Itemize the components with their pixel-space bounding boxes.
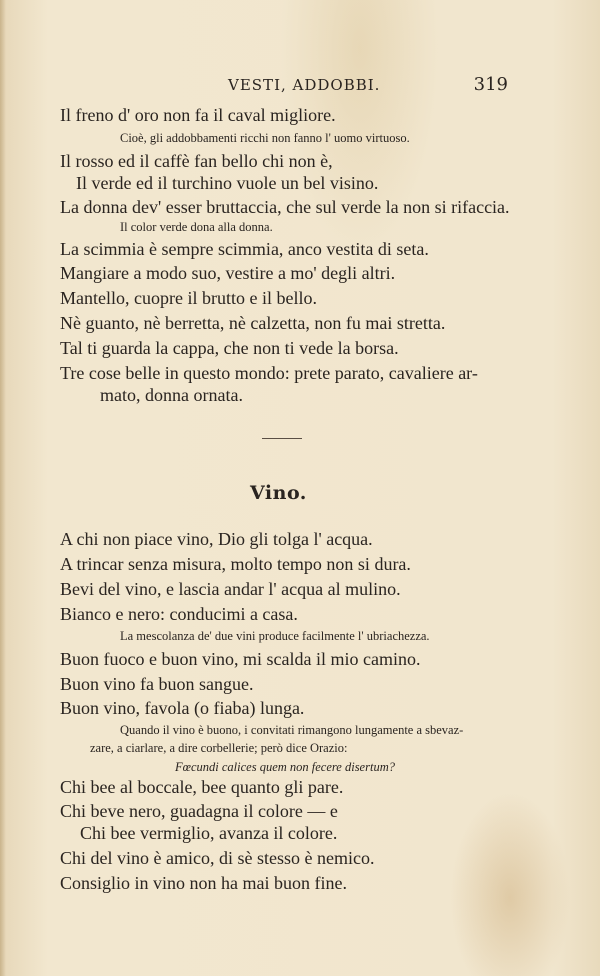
proverb-line: Il rosso ed il caffè fan bello chi non è,: [60, 151, 333, 171]
proverb-line: Buon fuoco e buon vino, mi scalda il mio camino.: [60, 649, 421, 669]
running-header: [60, 76, 508, 100]
proverb-line: Bevi del vino, e lascia andar l' acqua al mulino.: [60, 579, 401, 599]
page-edge: [0, 0, 6, 976]
proverb-line: Tal ti guarda la cappa, che non ti vede la borsa.: [60, 338, 399, 358]
proverb-line: La scimmia è sempre scimmia, anco vestita di seta.: [60, 239, 429, 259]
explanatory-note: zare, a ciarlare, a dire corbellerie; però dice Orazio:: [90, 741, 348, 755]
proverb-line: A chi non piace vino, Dio gli tolga l' acqua.: [60, 529, 373, 549]
proverb-line: A trincar senza misura, molto tempo non si dura.: [60, 554, 411, 574]
proverb-line: Nè guanto, nè berretta, nè calzetta, non fu mai stretta.: [60, 313, 446, 333]
proverb-line: Mangiare a modo suo, vestire a mo' degli altri.: [60, 263, 396, 283]
proverb-line-continuation: mato, donna ornata.: [100, 385, 243, 405]
proverb-line: Consiglio in vino non ha mai buon fine.: [60, 873, 347, 893]
explanatory-note: Cioè, gli addobbamenti ricchi non fanno l' uomo virtuoso.: [120, 131, 410, 145]
proverb-line: Chi bee al boccale, bee quanto gli pare.: [60, 777, 344, 797]
proverb-line: Buon vino, favola (o fiaba) lunga.: [60, 698, 305, 718]
proverb-line: Chi bee vermiglio, avanza il colore.: [80, 823, 338, 843]
proverb-line: Buon vino fa buon sangue.: [60, 674, 254, 694]
proverb-line: Il verde ed il turchino vuole un bel visino.: [76, 173, 379, 193]
proverb-line: Bianco e nero: conducimi a casa.: [60, 604, 298, 624]
proverb-line: La donna dev' esser bruttaccia, che sul verde la non si rifaccia.: [60, 197, 510, 217]
page-number: 319: [473, 74, 508, 95]
proverb-line: Tre cose belle in questo mondo: prete parato, cavaliere ar-: [60, 363, 478, 383]
section-title: Vino.: [250, 482, 307, 504]
explanatory-note: La mescolanza de' due vini produce facilmente l' ubriachezza.: [120, 629, 430, 643]
running-title: VESTI, ADDOBBI.: [228, 76, 381, 94]
explanatory-note: Il color verde dona alla donna.: [120, 220, 273, 234]
proverb-line: Il freno d' oro non fa il caval migliore.: [60, 105, 336, 125]
proverb-line: Chi del vino è amico, di sè stesso è nemico.: [60, 848, 375, 868]
section-divider: [262, 438, 302, 439]
proverb-line: Mantello, cuopre il brutto e il bello.: [60, 288, 317, 308]
latin-quotation: Fœcundi calices quem non fecere disertum?: [175, 760, 395, 774]
proverb-line: Chi beve nero, guadagna il colore — e: [60, 801, 338, 821]
explanatory-note: Quando il vino è buono, i convitati rimangono lungamente a sbevaz-: [120, 723, 464, 737]
